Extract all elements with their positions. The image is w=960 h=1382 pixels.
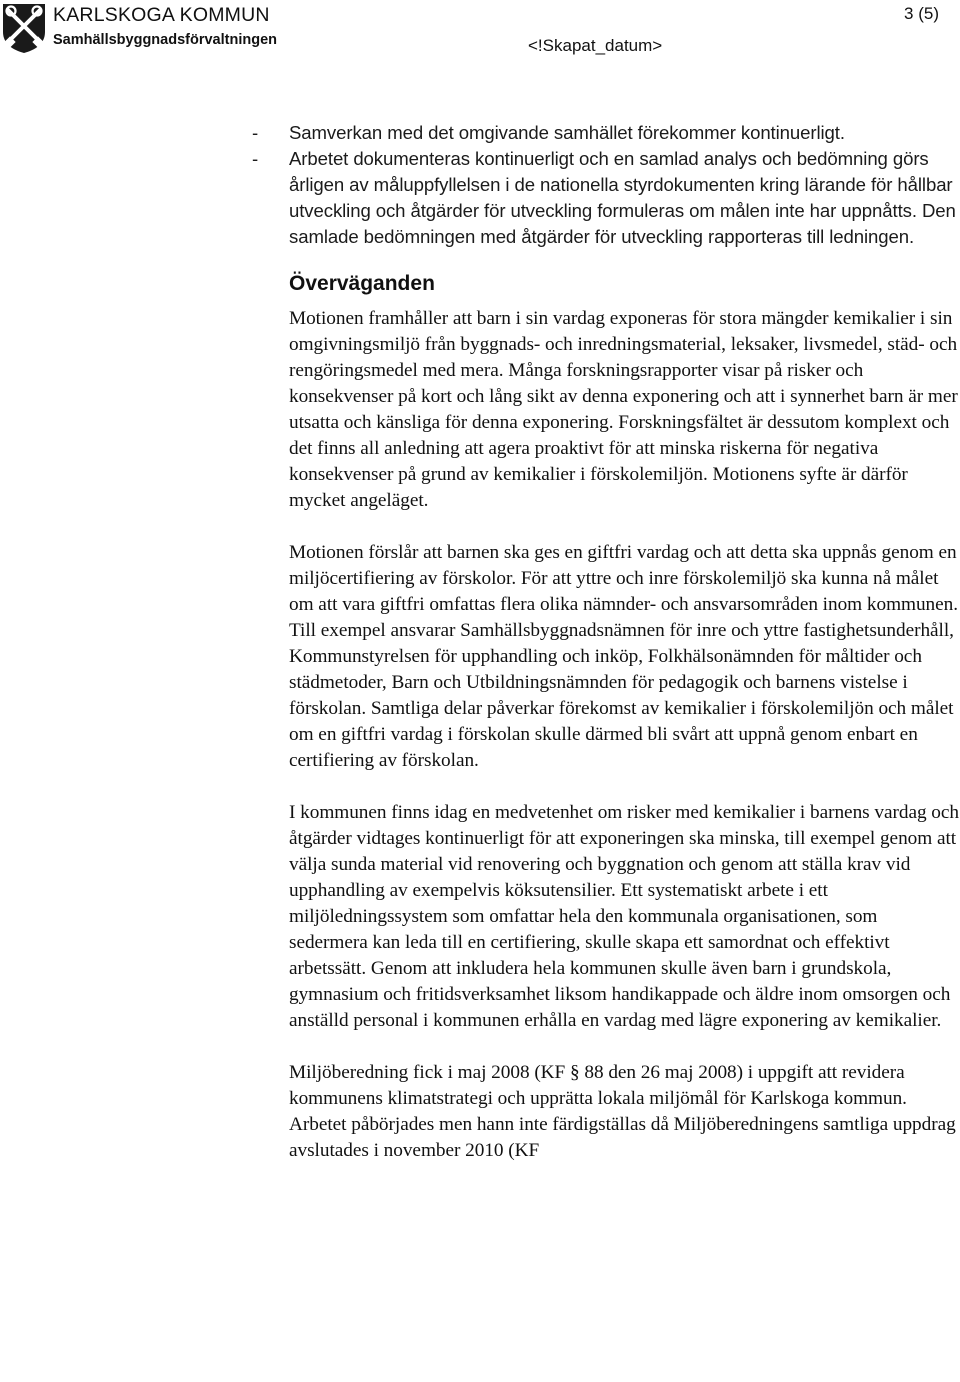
bullet-list — [252, 120, 959, 250]
bullet-dash: - — [252, 122, 259, 143]
department-name: Samhällsbyggnadsförvaltningen — [53, 32, 277, 48]
paragraph: I kommunen finns idag en medvetenhet om risker med kemikalier i barnens vardag och åtgärder vidtages kontinuerligt för att exponeringen ska minska, till exempel genom att välja sunda material vid renovering och byggnation och genom att ställa krav vid upphandling av exempelvis köksutensilier. Ett systematiskt arbete i ett miljöledningssystem som omfattar hela den kommunala organisationen, som sedermera kan leda till en certifiering, skulle skapa ett samordnat och effektivt arbetssätt. Genom att inkludera hela kommunen skulle även barn i grundskola, gymnasium och fritidsverksamhet liksom handikappade och äldre inom omsorgen och anställd personal i kommunen erhålla en vardag med lägre exponering av kemikalier. — [289, 801, 960, 1031]
list-item-text: Samverkan med det omgivande samhället förekommer kontinuerligt. — [289, 122, 845, 143]
list-item — [220, 120, 959, 146]
created-date-field: <!Skapat_datum> — [528, 36, 663, 55]
coat-of-arms-icon — [1, 2, 47, 54]
paragraph: Motionen förslår att barnen ska ges en giftfri vardag och att detta ska uppnås genom en miljöcertifiering av förskolor. För att yttre och inre förskolemiljö ska kunna nå målet om att vara giftfri omfattas flera olika nämnder- och ansvarsområden inom kommunen. Till exempel ansvarar Samhällsbyggnadsnämnen för inre och yttre fastighetsunderhåll, Kommunstyrelsen för upphandling och inköp, Folkhälsonämnden för måltider och städmetoder, Barn och Utbildningsnämnden för pedagogik och barnens vistelse i förskolan. Samtliga delar påverkar förekomst av kemikalier i förskolemiljön och målet om en giftfri vardag i förskolan skulle därmed bli svårt att uppnå genom enbart en certifiering av förskolan. — [289, 541, 959, 771]
organization-name: KARLSKOGA KOMMUN — [53, 4, 270, 26]
list-item — [220, 146, 959, 250]
paragraph: Motionen framhåller att barn i sin vardag exponeras för stora mängder kemikalier i sin omgivningsmiljö från byggnads- och inredningsmaterial, leksaker, livsmedel, städ- och rengöringsmedel med mera. Många forskningsrapporter visar på risker och konsekvenser på kort och lång sikt av denna exponering och att i synnerhet barn är mer utsatta och känsliga för denna exponering. Forskningsfältet är dessutom komplext och det finns all anledning att agera proaktivt för att minska riskerna för negativa konsekvenser på grund av kemikalier i förskolemiljön. Motionens syfte är därför mycket angeläget. — [289, 307, 958, 511]
municipality-logo — [0, 0, 277, 58]
section-heading: Överväganden — [289, 271, 435, 295]
paragraph: Miljöberedning fick i maj 2008 (KF § 88 den 26 maj 2008) i uppgift att revidera kommunens klimatstrategi och upprätta lokala miljömål för Karlskoga kommun. Arbetet påbörjades men hann inte färdigställas då Miljöberedningens samtliga uppdrag avslutades i november 2010 (KF — [289, 1061, 956, 1161]
page-number: 3 (5) — [904, 4, 939, 23]
document-body — [252, 120, 960, 1190]
bullet-dash: - — [252, 147, 259, 169]
list-item-text: Arbetet dokumenteras kontinuerligt och en samlad analys och bedömning görs årligen av måluppfyllelsen i de nationella styrdokumenten kring lärande för hållbar utveckling och åtgärder för utveckling formuleras om målen inte har uppnåtts. Den samlade bedömningen med åtgärder för utveckling rapporteras till ledningen. — [289, 147, 956, 247]
